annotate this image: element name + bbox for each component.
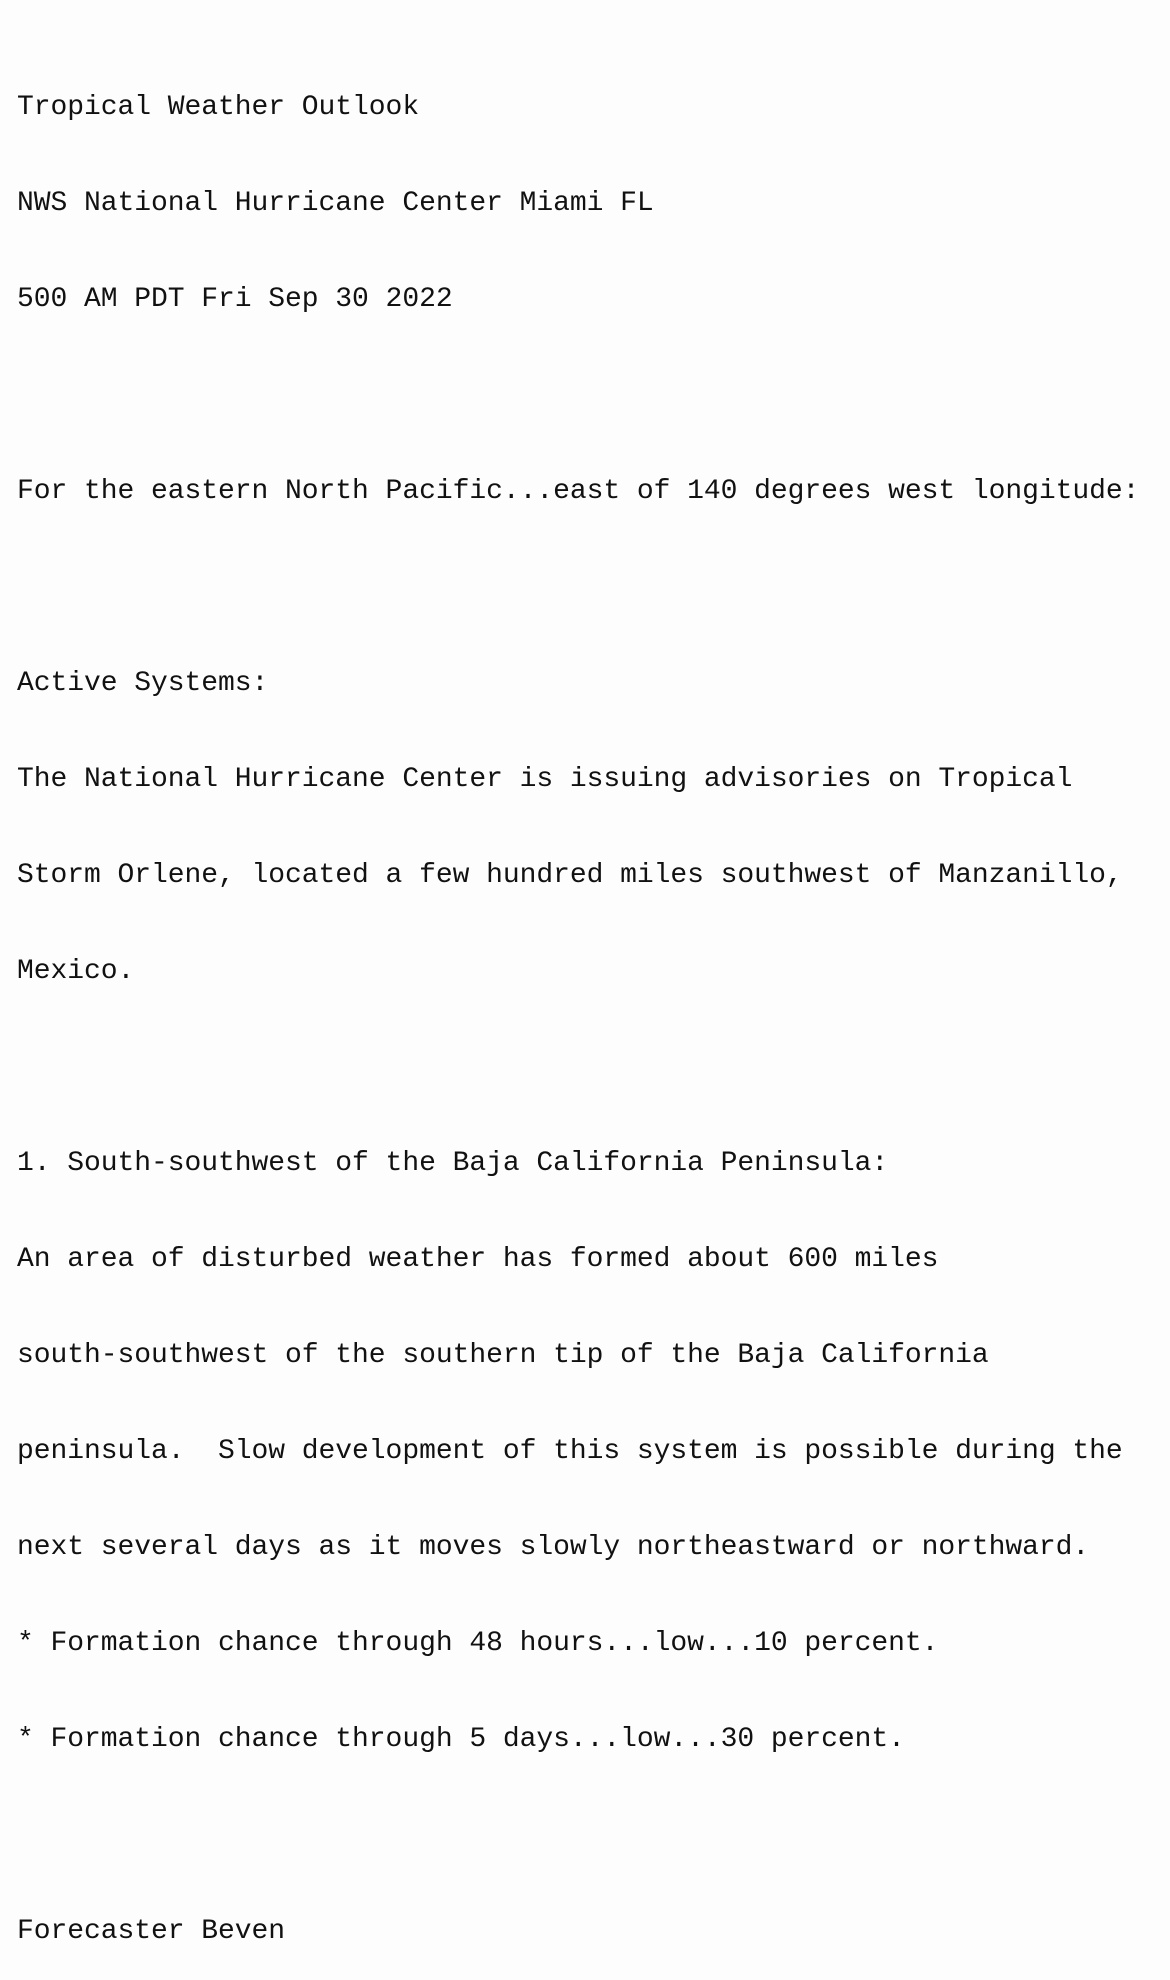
outlook-title: Tropical Weather Outlook — [17, 92, 420, 123]
formation-chance-48h: * Formation chance through 48 hours...low...10 percent. — [17, 1628, 939, 1659]
active-systems-text-line: The National Hurricane Center is issuing advisories on Tropical — [17, 764, 1073, 795]
disturbance-text-line: south-southwest of the southern tip of the Baja California — [17, 1340, 989, 1371]
blank-line — [17, 1052, 1139, 1084]
issuing-office: NWS National Hurricane Center Miami FL — [17, 188, 654, 219]
forecaster-signature: Forecaster Beven — [17, 1916, 286, 1947]
disturbance-text-line: An area of disturbed weather has formed about 600 miles — [17, 1244, 939, 1275]
disturbance-text-line: next several days as it moves slowly northeastward or northward. — [17, 1532, 1090, 1563]
blank-line — [17, 1820, 1139, 1852]
disturbance-text-line: peninsula. Slow development of this system is possible during the — [17, 1436, 1123, 1467]
blank-line — [17, 380, 1139, 412]
outlook-text — [17, 28, 1139, 1980]
active-systems-text-line: Mexico. — [17, 956, 135, 987]
blank-line — [17, 572, 1139, 604]
active-systems-text-line: Storm Orlene, located a few hundred miles southwest of Manzanillo, — [17, 860, 1123, 891]
disturbance-heading: 1. South-southwest of the Baja California Peninsula: — [17, 1148, 889, 1179]
issue-time: 500 AM PDT Fri Sep 30 2022 — [17, 284, 453, 315]
formation-chance-5d: * Formation chance through 5 days...low...30 percent. — [17, 1724, 905, 1755]
region-heading: For the eastern North Pacific...east of 140 degrees west longitude: — [17, 476, 1140, 507]
active-systems-heading: Active Systems: — [17, 668, 269, 699]
